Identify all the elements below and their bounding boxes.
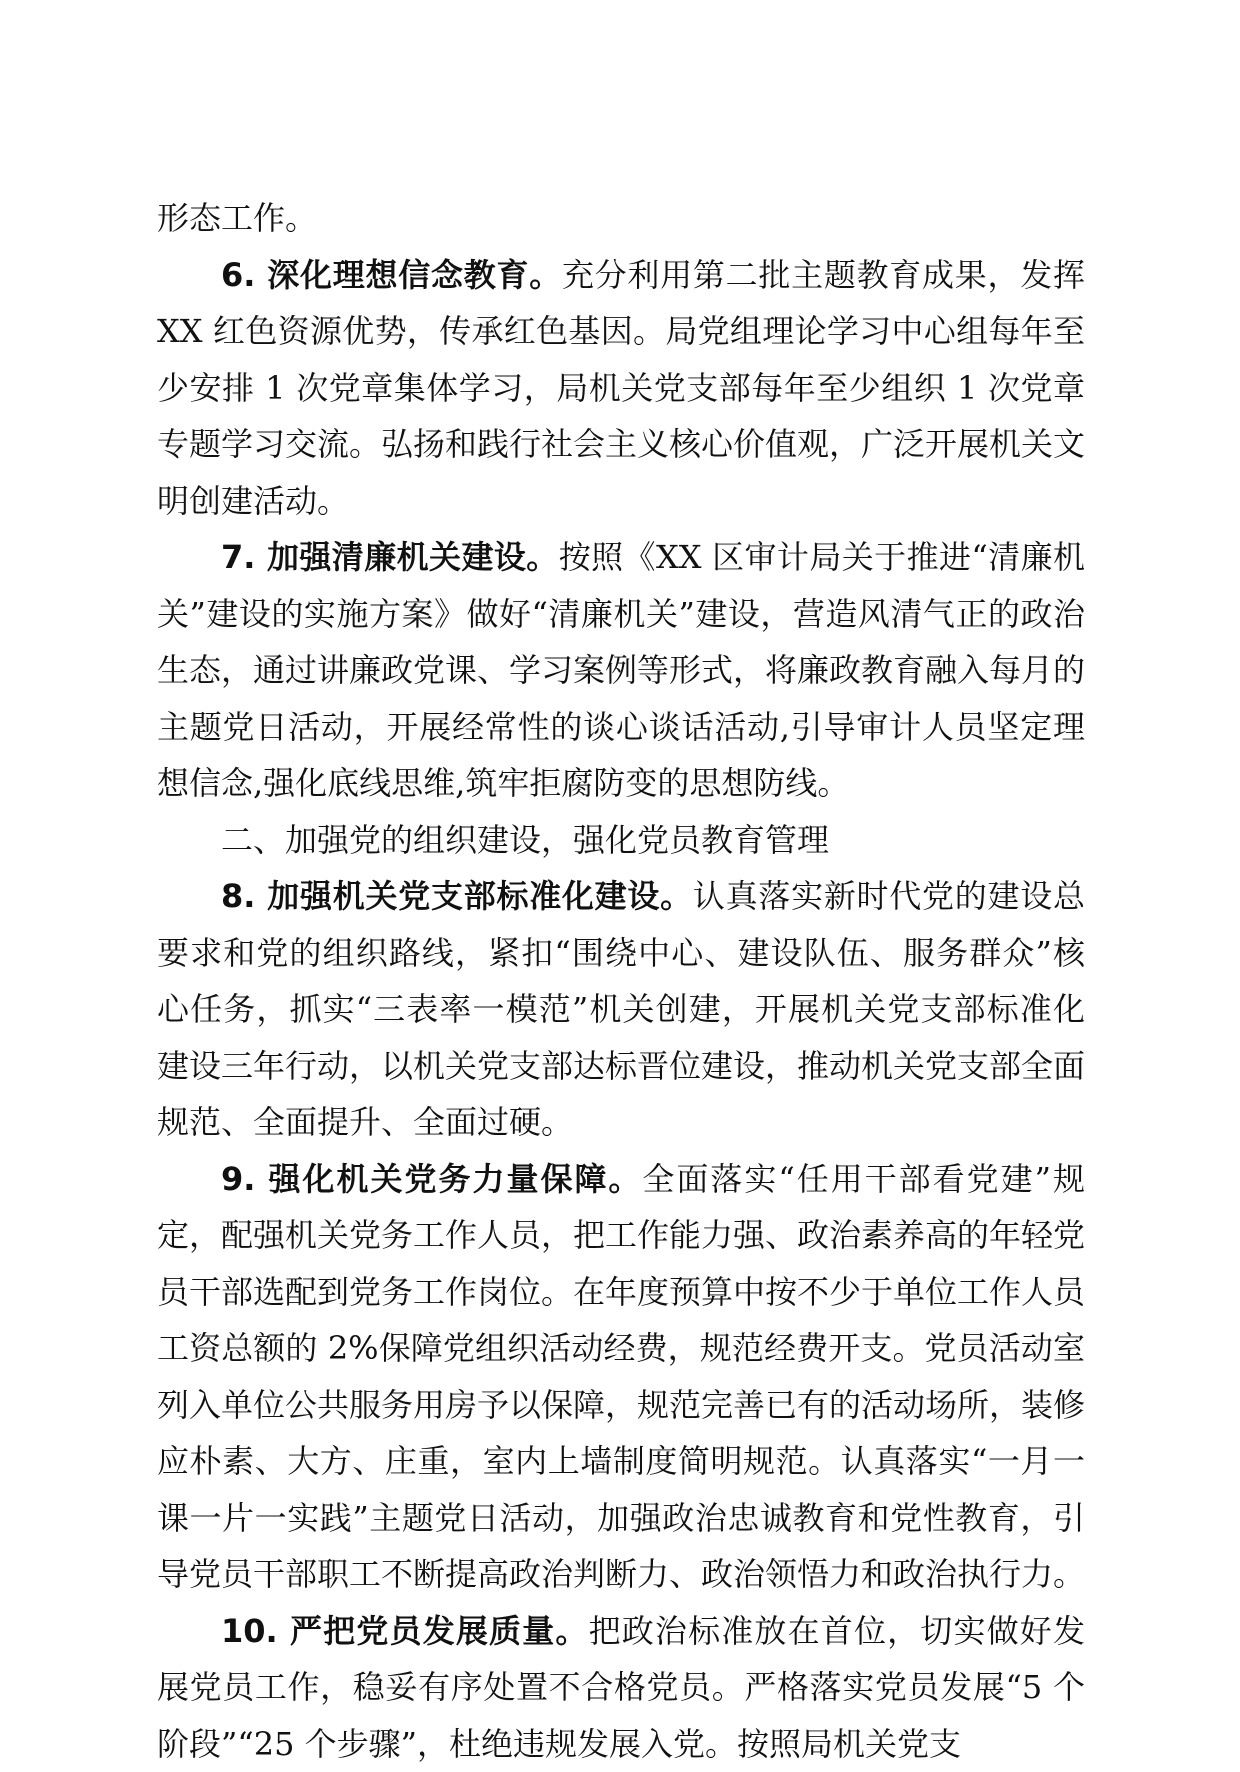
- paragraph-text: 充分利用第二批主题教育成果，发挥 XX 红色资源优势，传承红色基因。局党组理论学习中心组每年至少安排 1 次党章集体学习，局机关党支部每年至少组织 1 次党章专题学习交流。弘扬和践行社会主义核心价值观，广泛开展机关文明创建活动。: [157, 256, 1085, 520]
- paragraph-text: 把政治标准放在首位，切实做好发展党员工作，稳妥有序处置不合格党员。严格落实党员发展“5 个阶段”“25 个步骤”，杜绝违规发展入党。按照局机关党支: [157, 1612, 1085, 1763]
- paragraph-lead: 10. 严把党员发展质量。: [221, 1612, 589, 1650]
- paragraph-text: 全面落实“任用干部看党建”规定，配强机关党务工作人员，把工作能力强、政治素养高的年轻党员干部选配到党务工作岗位。在年度预算中按不少于单位工作人员工资总额的 2%保障党组织活动经费，规范经费开支。党员活动室列入单位公共服务用房予以保障，规范完善已有的活动场所，装修应朴素、大方、庄重，室内上墙制度简明规范。认真落实“一月一课一片一实践”主题党日活动，加强政治忠诚教育和党性教育，引导党员干部职工不断提高政治判断力、政治领悟力和政治执行力。: [157, 1160, 1085, 1594]
- section-heading-text: 二、加强党的组织建设，强化党员教育管理: [221, 821, 829, 859]
- paragraph-text: 认真落实新时代党的建设总要求和党的组织路线，紧扣“围绕中心、建设队伍、服务群众”核心任务，抓实“三表率一模范”机关创建，开展机关党支部标准化建设三年行动，以机关党支部达标晋位建设，推动机关党支部全面规范、全面提升、全面过硬。: [157, 877, 1085, 1141]
- paragraph-10: [157, 1603, 1085, 1772]
- document-body: [157, 190, 1085, 1772]
- paragraph-9: [157, 1151, 1085, 1603]
- paragraph-text: 按照《XX 区审计局关于推进“清廉机关”建设的实施方案》做好“清廉机关”建设，营造风清气正的政治生态，通过讲廉政党课、学习案例等形式，将廉政教育融入每月的主题党日活动，开展经常性的谈心谈话活动,引导审计人员坚定理想信念,强化底线思维,筑牢拒腐防变的思想防线。: [157, 538, 1085, 802]
- paragraph-lead: 7. 加强清廉机关建设。: [221, 538, 559, 576]
- section-heading: [157, 812, 1085, 869]
- paragraph-text: 形态工作。: [157, 199, 317, 237]
- paragraph-8: [157, 868, 1085, 1151]
- paragraph-lead: 6. 深化理想信念教育。: [221, 256, 562, 294]
- paragraph-lead: 9. 强化机关党务力量保障。: [221, 1160, 642, 1198]
- paragraph-7: [157, 529, 1085, 812]
- paragraph-continuation: [157, 190, 1085, 247]
- paragraph-lead: 8. 加强机关党支部标准化建设。: [221, 877, 693, 915]
- paragraph-6: [157, 247, 1085, 530]
